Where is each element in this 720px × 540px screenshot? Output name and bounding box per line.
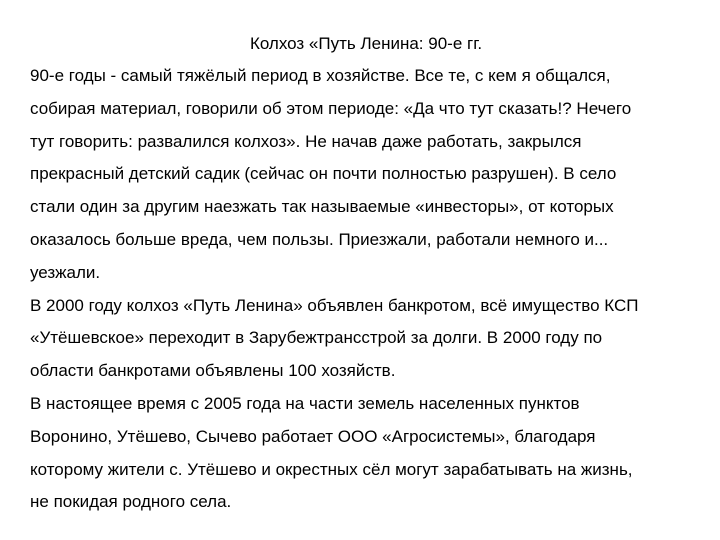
text-line: Воронино, Утёшево, Сычево работает ООО «Агросистемы», благодаря [30,426,596,446]
text-line: области банкротами объявлены 100 хозяйств. [30,361,396,381]
text-line: «Утёшевское» переходит в Зарубежтрансстрой за долги. В 2000 году по [30,328,603,348]
page-title: Колхоз «Путь Ленина: 90-е гг. [249,34,483,53]
text-line: тут говорить: развалился колхоз». Не начав даже работать, закрылся [30,131,582,151]
text-line: собирая материал, говорили об этом периоде: «Да что тут сказать!? Нечего [30,98,632,118]
body-text [30,60,710,519]
text-line: стали один за другим наезжать так называемые «инвесторы», от которых [30,197,614,217]
text-line: которому жители с. Утёшево и окрестных сёл могут зарабатывать на жизнь, [30,459,633,479]
text-line: В 2000 году колхоз «Путь Ленина» объявлен банкротом, всё имущество КСП [30,295,639,315]
text-line: оказалось больше вреда, чем пользы. Приезжали, работали немного и... [30,229,609,249]
text-line: 90-е годы - самый тяжёлый период в хозяйстве. Все те, с кем я общался, [30,66,611,85]
text-line: прекрасный детский садик (сейчас он почти полностью разрушен). В село [30,164,617,184]
text-line: В настоящее время с 2005 года на части земель населенных пунктов [30,393,580,413]
text-line: не покидая родного села. [30,492,232,512]
text-line: уезжали. [30,262,101,282]
